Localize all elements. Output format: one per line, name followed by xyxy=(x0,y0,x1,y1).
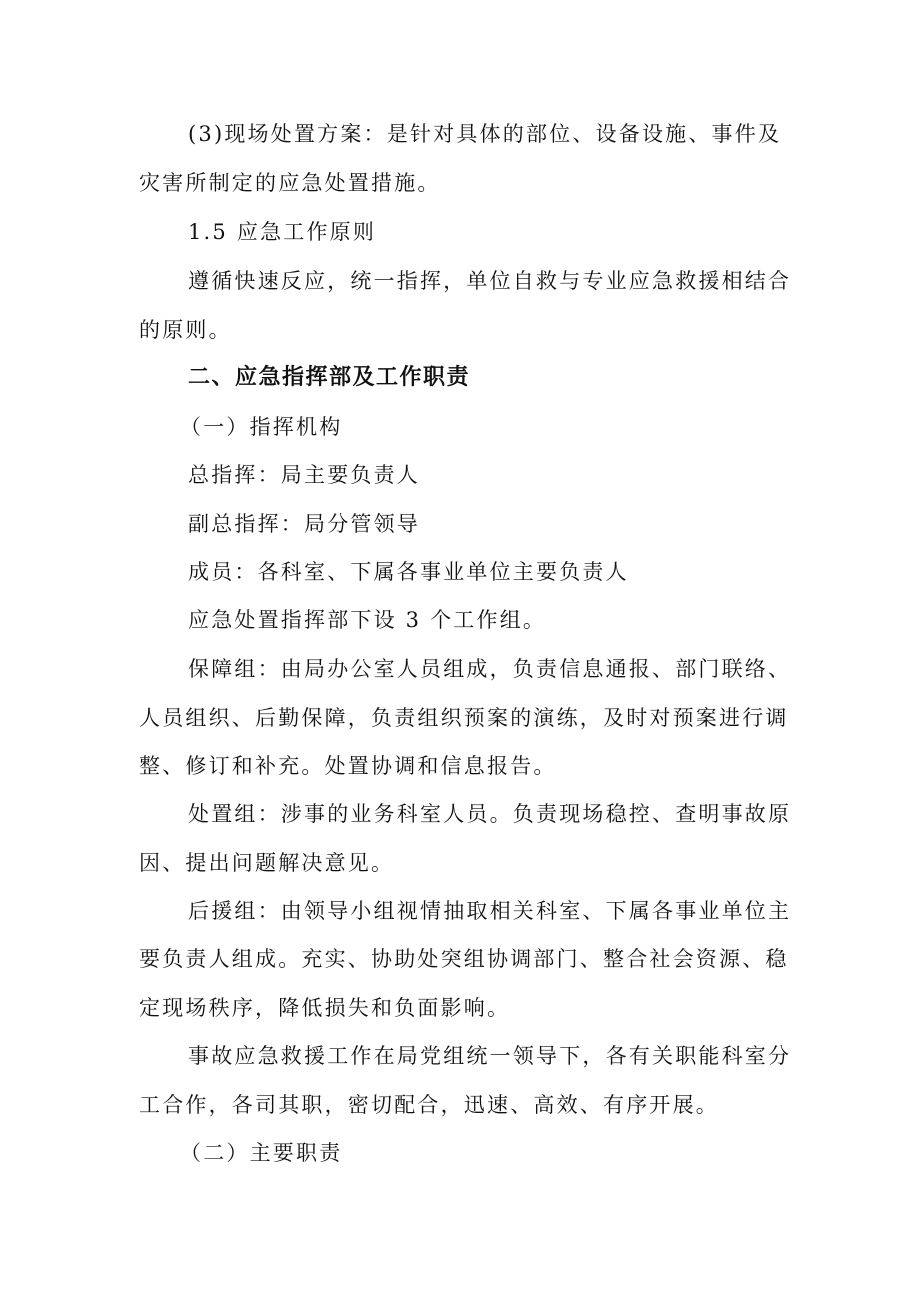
commander-line: 总指挥：局主要负责人 xyxy=(188,463,420,487)
paragraph-line: 保障组：由局办公室人员组成，负责信息通报、部门联络、 xyxy=(188,657,792,681)
vice-commander-line: 副总指挥：局分管领导 xyxy=(188,512,420,536)
paragraph-line: 遵循快速反应，统一指挥，单位自救与专业应急救援相结合 xyxy=(188,269,792,293)
paragraph-line: 整、修订和补充。处置协调和信息报告。 xyxy=(139,754,557,778)
subsection-title: （一）指挥机构 xyxy=(180,415,343,439)
groups-intro-line: 应急处置指挥部下设 3 个工作组。 xyxy=(188,608,547,632)
paragraph-line: 工合作，各司其职，密切配合，迅速、高效、有序开展。 xyxy=(139,1093,719,1117)
subsection-title: （二）主要职责 xyxy=(180,1141,343,1165)
members-line: 成员：各科室、下属各事业单位主要负责人 xyxy=(188,560,629,584)
section-title: 1.5 应急工作原则 xyxy=(188,220,377,244)
paragraph-line: (3)现场处置方案：是针对具体的部位、设备设施、事件及 xyxy=(188,122,782,146)
paragraph-line: 要负责人组成。充实、协助处突组协调部门、整合社会资源、稳 xyxy=(139,947,789,971)
paragraph-line: 人员组织、后勤保障，负责组织预案的演练，及时对预案进行调 xyxy=(139,706,789,730)
chapter-heading: 二、应急指挥部及工作职责 xyxy=(188,365,471,390)
paragraph-line: 处置组：涉事的业务科室人员。负责现场稳控、查明事故原 xyxy=(188,802,792,826)
paragraph-line: 事故应急救援工作在局党组统一领导下，各有关职能科室分 xyxy=(188,1044,792,1068)
paragraph-line: 后援组：由领导小组视情抽取相关科室、下属各事业单位主 xyxy=(188,899,792,923)
paragraph-line: 因、提出问题解决意见。 xyxy=(139,851,395,875)
paragraph-line: 的原则。 xyxy=(139,318,232,342)
paragraph-line: 定现场秩序，降低损失和负面影响。 xyxy=(139,996,511,1020)
paragraph-line: 灾害所制定的应急处置措施。 xyxy=(139,171,441,195)
